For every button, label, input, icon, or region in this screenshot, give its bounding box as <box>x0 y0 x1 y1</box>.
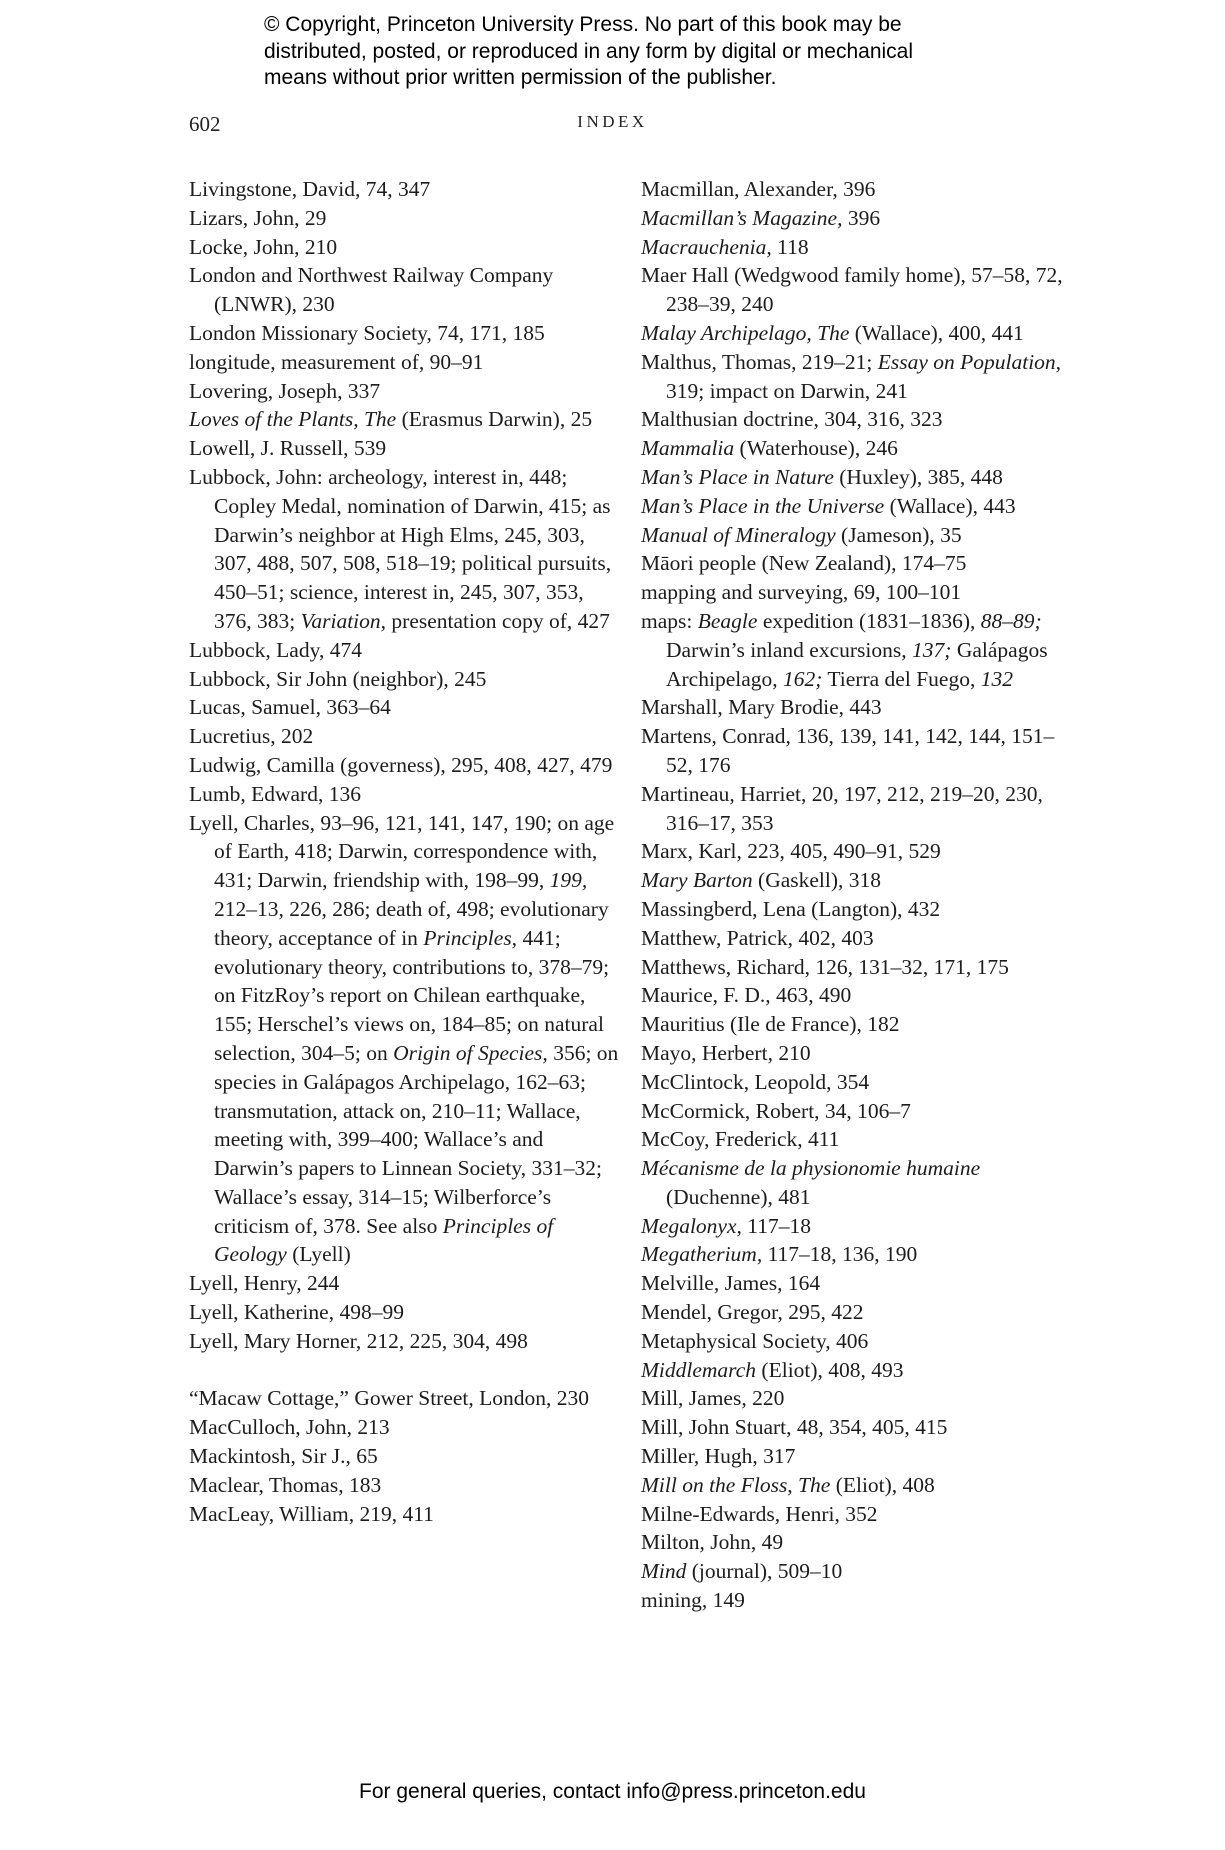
entry-text: (Eliot), 408, 493 <box>756 1357 904 1382</box>
entry-text: Martineau, Harriet, 20, 197, 212, 219–20, 230, 316–17, 353 <box>641 781 1043 835</box>
index-entry <box>641 233 1071 262</box>
index-entry <box>641 1528 1071 1557</box>
entry-text: Melville, James, 164 <box>641 1271 821 1296</box>
entry-text: London Missionary Society, 74, 171, 185 <box>189 320 545 345</box>
index-entry <box>641 319 1071 348</box>
entry-text-italic: Origin of Species, <box>393 1040 548 1065</box>
entry-text: Lumb, Edward, 136 <box>189 781 361 806</box>
entry-text-italic: Mammalia <box>641 436 735 461</box>
entry-text: McCormick, Robert, 34, 106–7 <box>641 1098 911 1123</box>
index-entry <box>641 1154 1071 1212</box>
entry-text: Maer Hall (Wedgwood family home), 57–58, 72, 238–39, 240 <box>641 263 1063 317</box>
entry-text: (Huxley), 385, 448 <box>833 464 1003 489</box>
entry-text: Mauritius (Ile de France), 182 <box>641 1012 900 1037</box>
index-entry <box>189 636 619 665</box>
index-entry <box>189 377 619 406</box>
copyright-line: means without prior written permission of the publisher. <box>264 66 777 89</box>
index-entry <box>189 463 619 636</box>
entry-text: London and Northwest Railway Company (LNWR), 230 <box>189 263 554 317</box>
entry-text-italic: Mind <box>641 1559 687 1584</box>
entry-text: longitude, measurement of, 90–91 <box>189 349 484 374</box>
entry-text: Lovering, Joseph, 337 <box>189 378 381 403</box>
entry-text: MacLeay, William, 219, 411 <box>189 1501 434 1526</box>
entry-text-italic: Principles, <box>423 925 518 950</box>
entry-text-italic: 132 <box>980 666 1013 691</box>
entry-text: Marx, Karl, 223, 405, 490–91, 529 <box>641 839 941 864</box>
index-entry <box>641 1384 1071 1413</box>
entry-text-italic: Variation, <box>300 608 387 633</box>
index-entry <box>641 1010 1071 1039</box>
index-entry <box>189 809 619 1270</box>
entry-text: 441; evolutionary theory, contributions to, 378–79; on FitzRoy’s report on Chilean earthquake, 155; Herschel’s views on, 184–85; on natural selection, 304–5; on <box>214 925 610 1065</box>
entry-text: maps: <box>641 608 698 633</box>
index-entry <box>189 261 619 319</box>
entry-text: Macmillan, Alexander, 396 <box>641 177 876 201</box>
index-entry <box>189 1327 619 1356</box>
entry-text: (Lyell) <box>286 1242 351 1267</box>
entry-text-italic: Mécanisme de la physionomie humaine <box>641 1156 981 1181</box>
index-entry <box>189 780 619 809</box>
running-head: INDEX <box>577 112 648 131</box>
index-entry <box>641 492 1071 521</box>
entry-text: 118 <box>771 234 809 259</box>
entry-text: Māori people (New Zealand), 174–75 <box>641 551 967 576</box>
entry-text: Lyell, Charles, 93–96, 121, 141, 147, 190; on age of Earth, 418; Darwin, correspondence with, 431; Darwin, friendship with, 198–99, <box>189 810 615 893</box>
index-entry <box>641 837 1071 866</box>
index-entry <box>641 1269 1071 1298</box>
copyright-notice <box>264 12 1024 92</box>
entry-text: 319; impact on Darwin, 241 <box>666 378 908 403</box>
copyright-line: distributed, posted, or reproduced in any form by digital or mechanical <box>264 39 914 63</box>
index-entry <box>189 1500 619 1529</box>
page-number: 602 <box>189 112 221 136</box>
entry-text: Mackintosh, Sir J., 65 <box>189 1444 378 1469</box>
entry-text: 396 <box>842 205 881 230</box>
entry-text: Darwin’s inland excursions, <box>666 637 913 662</box>
index-entry <box>641 1125 1071 1154</box>
entry-text: Milne-Edwards, Henri, 352 <box>641 1501 878 1526</box>
index-entry <box>189 665 619 694</box>
entry-text: Matthews, Richard, 126, 131–32, 171, 175 <box>641 954 1009 979</box>
index-entry <box>641 175 1071 204</box>
entry-text: 117–18 <box>741 1213 811 1238</box>
index-entry <box>641 722 1071 780</box>
entry-text: MacCulloch, John, 213 <box>189 1415 390 1440</box>
entry-text: Matthew, Patrick, 402, 403 <box>641 925 874 950</box>
index-entry <box>641 348 1071 406</box>
entry-text: Mill, James, 220 <box>641 1386 785 1411</box>
entry-text-italic: Megalonyx, <box>641 1213 742 1238</box>
entry-text-italic: Man’s Place in the Universe <box>641 493 885 518</box>
index-entry <box>641 1240 1071 1269</box>
index-entry <box>641 261 1071 319</box>
entry-text: McCoy, Frederick, 411 <box>641 1127 840 1152</box>
entry-text: Marshall, Mary Brodie, 443 <box>641 695 882 720</box>
index-entry <box>641 405 1071 434</box>
entry-text-italic: Middlemarch <box>641 1357 757 1382</box>
entry-text: Lizars, John, 29 <box>189 205 327 230</box>
entry-text: Miller, Hugh, 317 <box>641 1444 796 1469</box>
index-entry <box>641 549 1071 578</box>
entry-text-italic: Megatherium, <box>641 1242 763 1267</box>
entry-text: Lucretius, 202 <box>189 724 314 749</box>
entry-text-italic: Mill on the Floss, The <box>641 1472 831 1497</box>
entry-text-italic: Macrauchenia, <box>641 234 772 259</box>
index-entry <box>641 1557 1071 1586</box>
entry-text-italic: Mary Barton <box>641 868 753 893</box>
entry-text-italic: 162; <box>783 666 823 691</box>
entry-text: Ludwig, Camilla (governess), 295, 408, 427, 479 <box>189 752 613 777</box>
index-column-left <box>189 175 619 1528</box>
entry-text: mining, 149 <box>641 1588 745 1613</box>
entry-text-italic: Principles of Geology <box>214 1213 554 1267</box>
index-entry <box>641 1068 1071 1097</box>
entry-text: Mayo, Herbert, 210 <box>641 1040 811 1065</box>
index-entry <box>641 1356 1071 1385</box>
index-entry <box>189 434 619 463</box>
index-entry <box>641 1586 1071 1615</box>
index-entry <box>189 1442 619 1471</box>
index-entry <box>641 1327 1071 1356</box>
index-entry <box>189 722 619 751</box>
index-entry <box>189 751 619 780</box>
entry-text: (Duchenne), 481 <box>666 1184 811 1209</box>
entry-text: presentation copy of, 427 <box>386 608 610 633</box>
entry-text: 117–18, 136, 190 <box>762 1242 918 1267</box>
entry-text-italic: 199, <box>549 868 588 893</box>
entry-text: Lyell, Katherine, 498–99 <box>189 1300 404 1325</box>
entry-text: “Macaw Cottage,” Gower Street, London, 230 <box>189 1386 590 1411</box>
entry-text-italic: Beagle <box>697 608 758 633</box>
index-entry <box>641 1097 1071 1126</box>
index-entry <box>189 1384 619 1413</box>
index-entry <box>641 780 1071 838</box>
entry-text: Lowell, J. Russell, 539 <box>189 436 387 461</box>
entry-text: (Waterhouse), 246 <box>734 436 898 461</box>
entry-text: Lucas, Samuel, 363–64 <box>189 695 391 720</box>
index-entry <box>641 1471 1071 1500</box>
index-entry <box>189 233 619 262</box>
entry-text-italic: 88–89; <box>980 608 1042 633</box>
index-entry <box>189 348 619 377</box>
entry-text: Lubbock, Sir John (neighbor), 245 <box>189 666 487 691</box>
entry-text: Lyell, Mary Horner, 212, 225, 304, 498 <box>189 1328 528 1353</box>
index-entry <box>189 1298 619 1327</box>
index-entry <box>189 693 619 722</box>
index-entry <box>189 319 619 348</box>
index-entry <box>641 953 1071 982</box>
index-entry <box>641 463 1071 492</box>
entry-text: 212–13, 226, 286; death of, 498; evolutionary theory, acceptance of in <box>214 896 609 950</box>
index-entry <box>641 1500 1071 1529</box>
entry-text-italic: Essay on Population, <box>877 349 1062 374</box>
index-entry <box>641 607 1071 693</box>
entry-text: McClintock, Leopold, 354 <box>641 1069 870 1094</box>
entry-text-italic: Macmillan’s Magazine, <box>641 205 843 230</box>
entry-text: Livingstone, David, 74, 347 <box>189 177 431 201</box>
entry-text-italic: Man’s Place in Nature <box>641 464 834 489</box>
entry-text: Martens, Conrad, 136, 139, 141, 142, 144, 151–52, 176 <box>641 724 1055 777</box>
index-entry <box>641 895 1071 924</box>
entry-text: (Wallace), 400, 441 <box>849 320 1024 345</box>
entry-text: Malthusian doctrine, 304, 316, 323 <box>641 407 943 432</box>
entry-text: Mill, John Stuart, 48, 354, 405, 415 <box>641 1415 948 1440</box>
copyright-line: © Copyright, Princeton University Press. No part of this book may be <box>264 13 902 36</box>
entry-text: Galápagos Archipelago, <box>666 637 1048 691</box>
entry-text: Malthus, Thomas, 219–21; <box>641 349 878 374</box>
index-entry <box>189 175 619 204</box>
entry-text: Lubbock, John: archeology, interest in, 448; Copley Medal, nomination of Darwin, 415; as Darwin’s neighbor at High Elms, 245, 303, 307, 488, 507, 508, 518–19; political pursuits, 450–51; science, interest in, 245, 307, 353, 376, 383; <box>189 464 612 633</box>
index-entry <box>641 1212 1071 1241</box>
entry-text: Maclear, Thomas, 183 <box>189 1472 382 1497</box>
index-column-right <box>641 175 1071 1615</box>
entry-text: (Wallace), 443 <box>884 493 1016 518</box>
entry-text-italic: Manual of Mineralogy <box>641 522 836 547</box>
entry-text: Mendel, Gregor, 295, 422 <box>641 1300 864 1325</box>
index-entry <box>641 204 1071 233</box>
entry-text-italic: Malay Archipelago, The <box>641 320 850 345</box>
index-entry <box>641 924 1071 953</box>
index-entry <box>189 1269 619 1298</box>
footer-contact: For general queries, contact info@press.princeton.edu <box>359 1780 866 1803</box>
entry-text: (Eliot), 408 <box>830 1472 935 1497</box>
entry-text: Locke, John, 210 <box>189 234 338 259</box>
entry-text: mapping and surveying, 69, 100–101 <box>641 580 962 605</box>
index-entry <box>641 578 1071 607</box>
entry-text: 356; on species in Galápagos Archipelago, 162–63; transmutation, attack on, 210–11; Wallace, meeting with, 399–400; Wallace’s and Darwin’s papers to Linnean Society, 331–32; Wallace’s essay, 314–15; Wilberforce’s criticism of, 378. See also <box>214 1040 619 1238</box>
entry-text-italic: 137; <box>912 637 952 662</box>
entry-text: expedition (1831–1836), <box>757 608 981 633</box>
index-entry <box>189 1471 619 1500</box>
index-entry <box>641 1413 1071 1442</box>
entry-text: Lyell, Henry, 244 <box>189 1271 340 1296</box>
entry-text-italic: Loves of the Plants, The <box>189 407 397 432</box>
index-entry <box>641 1298 1071 1327</box>
entry-text: (journal), 509–10 <box>686 1559 843 1584</box>
index-entry <box>641 1442 1071 1471</box>
entry-text: (Jameson), 35 <box>835 522 962 547</box>
entry-text: Milton, John, 49 <box>641 1530 784 1555</box>
index-entry <box>641 981 1071 1010</box>
index-entry <box>189 204 619 233</box>
entry-text: Tierra del Fuego, <box>822 666 981 691</box>
index-entry <box>641 693 1071 722</box>
index-entry <box>641 434 1071 463</box>
entry-text: (Gaskell), 318 <box>752 868 882 893</box>
entry-text: Massingberd, Lena (Langton), 432 <box>641 896 941 921</box>
entry-text: Lubbock, Lady, 474 <box>189 637 362 662</box>
index-entry <box>641 521 1071 550</box>
index-entry <box>189 1413 619 1442</box>
index-entry <box>189 405 619 434</box>
index-entry <box>641 1039 1071 1068</box>
entry-text: Metaphysical Society, 406 <box>641 1328 869 1353</box>
entry-text: Maurice, F. D., 463, 490 <box>641 983 852 1008</box>
entry-text: (Erasmus Darwin), 25 <box>396 407 593 432</box>
index-entry <box>641 866 1071 895</box>
